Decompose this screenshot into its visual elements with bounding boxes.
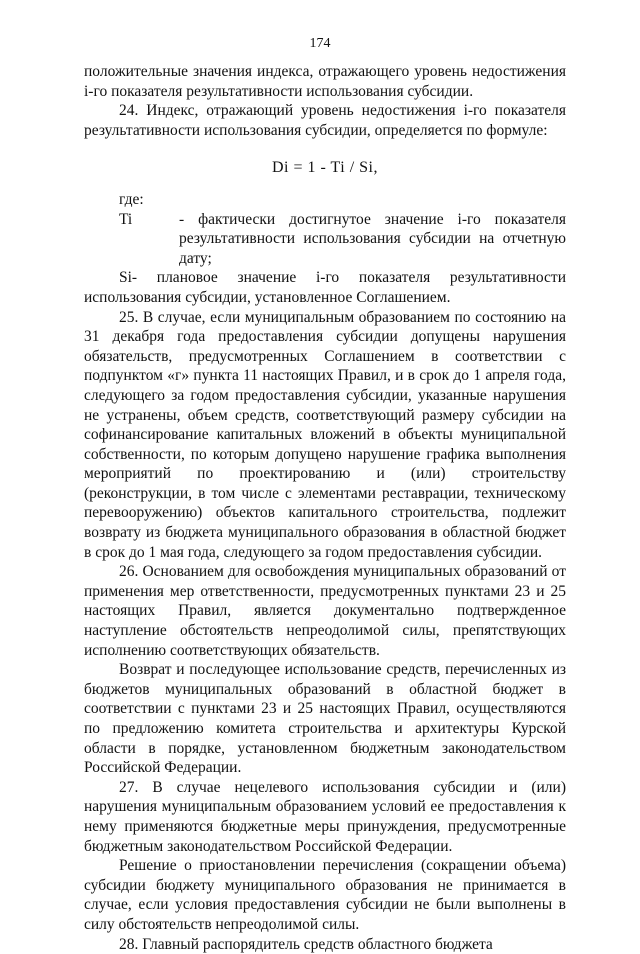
paragraph-25: 25. В случае, если муниципальным образованием по состоянию на 31 декабря года предоставления субсидии допущены нарушения обязательств, предусмотренных Соглашением в соответствии с подпунктом «г» пункта 11 настоящих Правил, и в срок до 1 апреля года, следующего за годом предоставления субсидии, указанные нарушения не устранены, объем средств, соответствующий размеру субсидии на софинансирование капитальных вложений в объекты муниципальной собственности, по которым допущено нарушение графика выполнения мероприятий по проектированию и (или) строительству (реконструкции, в том числе с элементами реставрации, техническому перевооружению) объектов капитального строительства, подлежит возврату из бюджета муниципального образования в областной бюджет в срок до 1 мая года, следующего за годом предоставления субсидии. (84, 308, 566, 561)
paragraph-continuation: положительные значения индекса, отражающего уровень недостижения i-го показателя результативности использования субсидии. (84, 63, 566, 100)
where-label: где: (119, 190, 144, 208)
index-formula: Di = 1 - Ti / Si, (271, 159, 378, 177)
paragraph-24: 24. Индекс, отражающий уровень недостижения i-го показателя результативности использования субсидии, определяется по формуле: (84, 102, 566, 139)
paragraph-refund: Возврат и последующее использование средств, перечисленных из бюджетов муниципальных образований в областной бюджет в соответствии с пунктами 23 и 25 настоящих Правил, осуществляются по предложению комитета строительства и архитектуры Курской области в порядке, установленном бюджетным законодательством Российской Федерации. (84, 661, 566, 777)
page-number: 174 (309, 36, 331, 51)
paragraph-27: 27. В случае нецелевого использования субсидии и (или) нарушения муниципальным образованием условий ее предоставления к нему применяются бюджетные меры принуждения, предусмотренные бюджетным законодательством Российской Федерации. (84, 778, 566, 855)
document-body (84, 62, 566, 954)
paragraph-26: 26. Основанием для освобождения муниципальных образований от применения мер ответственности, предусмотренных пунктами 23 и 25 настоящих Правил, является документально подтвержденное наступление обстоятельств непреодолимой силы, препятствующих исполнению соответствующих обязательств. (84, 563, 566, 659)
paragraph-28: 28. Главный распорядитель средств областного бюджета (119, 935, 493, 953)
definition-t-symbol: Ti (119, 210, 133, 228)
definition-s: Si- плановое значение i-го показателя результативности использования субсидии, установленное Соглашением. (84, 269, 566, 306)
definition-t-text: - фактически достигнутое значение i-го показателя результативности использования субсидии на отчетную дату; (179, 210, 566, 267)
paragraph-suspension: Решение о приостановлении перечисления (сокращении объема) субсидии бюджету муниципального образования не принимается в случае, если условия предоставления субсидии не были выполнены в силу обстоятельств непреодолимой силы. (84, 857, 566, 933)
definition-t (84, 210, 566, 269)
